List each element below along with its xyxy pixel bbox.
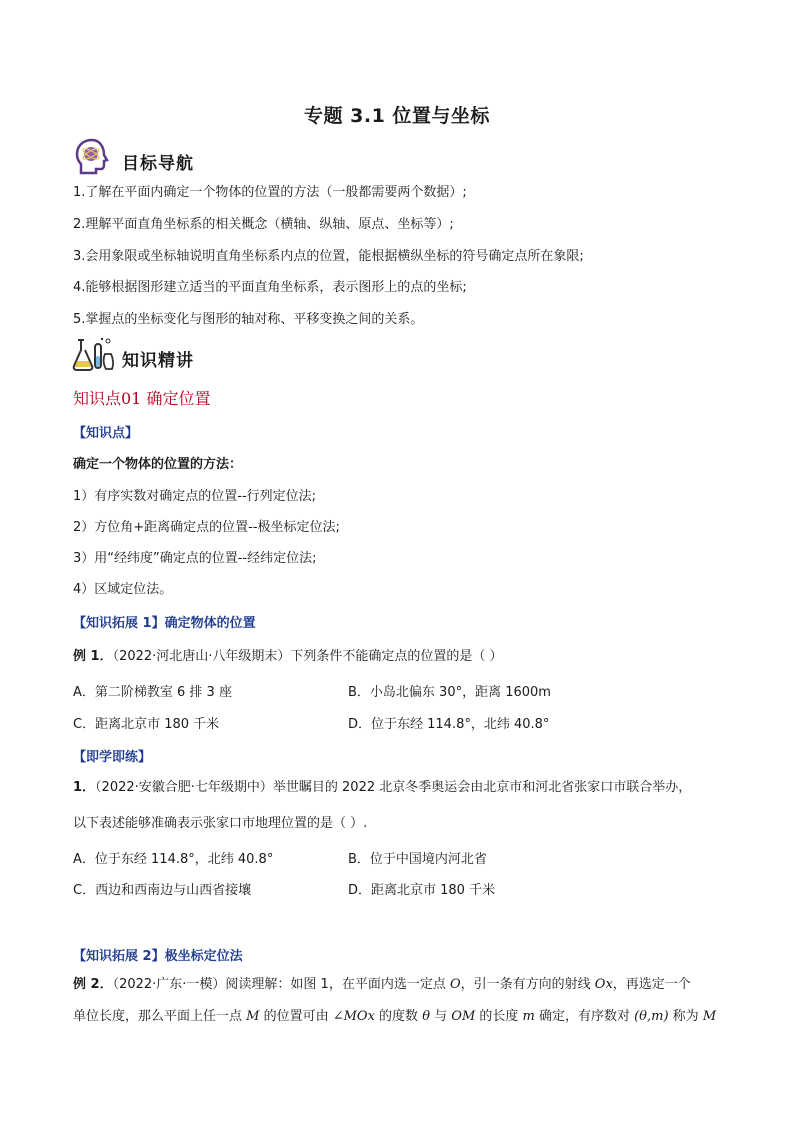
example-2-text-j: 称为 — [668, 1009, 703, 1024]
knowledge-intro: 确定一个物体的位置的方法： — [73, 457, 243, 472]
practice-question-text1: （2022·安徽合肥·七年级期中）举世瞩目的 2022 北京冬季奥运会由北京市和河北省张家口市联合举办， — [95, 780, 692, 795]
knowledge-tag: 【知识点】 — [73, 426, 139, 441]
method-item-3: 3）用“经纬度”确定点的位置--经纬定位法; — [73, 551, 317, 566]
knowledge-heading: 知识精讲 — [122, 351, 194, 371]
practice-question-line2: 以下表述能够准确表示张家口市地理位置的是（ ）. — [73, 816, 368, 831]
symbol-angle: ∠MOx — [332, 1009, 375, 1024]
practice-option-b: B．位于中国境内河北省 — [348, 852, 487, 867]
practice-option-a: A．位于东经 114.8°，北纬 40.8° — [73, 852, 274, 867]
page-title: 专题 3.1 位置与坐标 — [304, 105, 490, 127]
ext1-tag-title: 确定物体的位置 — [164, 616, 256, 631]
ext1-tag — [73, 612, 256, 631]
method-item-1: 1）有序实数对确定点的位置--行列定位法; — [73, 489, 317, 504]
example-2-line2 — [73, 1008, 716, 1026]
method-item-2: 2）方位角+距离确定点的位置--极坐标定位法; — [73, 520, 340, 535]
example-2-text-h: 的长度 — [475, 1009, 523, 1024]
practice-option-c: C．西边和西南边与山西省接壤 — [73, 883, 252, 898]
ex1-option-c: C．距离北京市 180 千米 — [73, 717, 220, 732]
example-2-text-c: ，再选定一个 — [612, 977, 691, 992]
symbol-theta: θ — [422, 1009, 431, 1024]
symbol-small-m: m — [522, 1009, 535, 1024]
ext2-tag — [73, 945, 243, 964]
goal-item-3: 3.会用象限或坐标轴说明直角坐标系内点的位置，能根据横纵坐标的符号确定点所在象限; — [73, 249, 584, 264]
example-2-text-e: 的位置可由 — [259, 1009, 333, 1024]
practice-tag: 【即学即练】 — [73, 750, 152, 765]
symbol-o: O — [449, 977, 461, 992]
goal-item-5: 5.掌握点的坐标变化与图形的轴对称、平移变换之间的关系。 — [73, 312, 424, 327]
example-2-text-f: 的度数 — [374, 1009, 423, 1024]
symbol-m2: M — [702, 1009, 717, 1024]
symbol-om: OM — [451, 1009, 476, 1024]
ex1-option-a: A．第二阶梯教室 6 排 3 座 — [73, 685, 232, 700]
symbol-m: M — [246, 1009, 260, 1024]
practice-question-line1 — [73, 779, 691, 797]
ex1-option-b: B．小岛北偏东 30°，距离 1600m — [348, 685, 551, 700]
example-2-text-i: 确定，有序数对 — [534, 1009, 635, 1024]
goals-heading: 目标导航 — [122, 154, 194, 174]
brain-head-icon — [72, 137, 112, 177]
goal-item-2: 2.理解平面直角坐标系的相关概念（横轴、纵轴、原点、坐标等）; — [73, 217, 454, 232]
example-1 — [73, 648, 503, 666]
example-2-text-d: 单位长度，那么平面上任一点 — [73, 1009, 247, 1024]
ext2-tag-bracket: 【知识拓展 2】 — [73, 949, 165, 964]
practice-option-d: D．距离北京市 180 千米 — [348, 883, 496, 898]
example-1-label: 例 1． — [73, 649, 113, 664]
symbol-ox: Ox — [594, 977, 613, 992]
goal-item-4: 4.能够根据图形建立适当的平面直角坐标系，表示图形上的点的坐标; — [73, 280, 467, 295]
ext2-tag-title: 极坐标定位法 — [164, 949, 243, 964]
example-2-label: 例 2． — [73, 977, 113, 992]
method-item-4: 4）区域定位法。 — [73, 582, 173, 597]
ex1-option-d: D．位于东经 114.8°，北纬 40.8° — [348, 717, 550, 732]
practice-question-label: 1． — [73, 780, 96, 795]
example-2-text-b: ，引一条有方向的射线 — [460, 977, 595, 992]
knowledge-point-title: 知识点01 确定位置 — [73, 389, 211, 408]
example-1-text: （2022·河北唐山·八年级期末）下列条件不能确定点的位置的是（ ） — [112, 649, 503, 664]
example-2-text-g: 与 — [430, 1009, 452, 1024]
ext1-tag-bracket: 【知识拓展 1】 — [73, 616, 165, 631]
goal-item-1: 1.了解在平面内确定一个物体的位置的方法（一般都需要两个数据）; — [73, 185, 467, 200]
example-2-line1 — [73, 976, 691, 994]
example-2-text-a: （2022·广东·一模）阅读理解：如图 1，在平面内选一定点 — [112, 977, 450, 992]
symbol-pair: (θ,m) — [634, 1009, 669, 1024]
lab-flask-icon — [72, 336, 114, 372]
